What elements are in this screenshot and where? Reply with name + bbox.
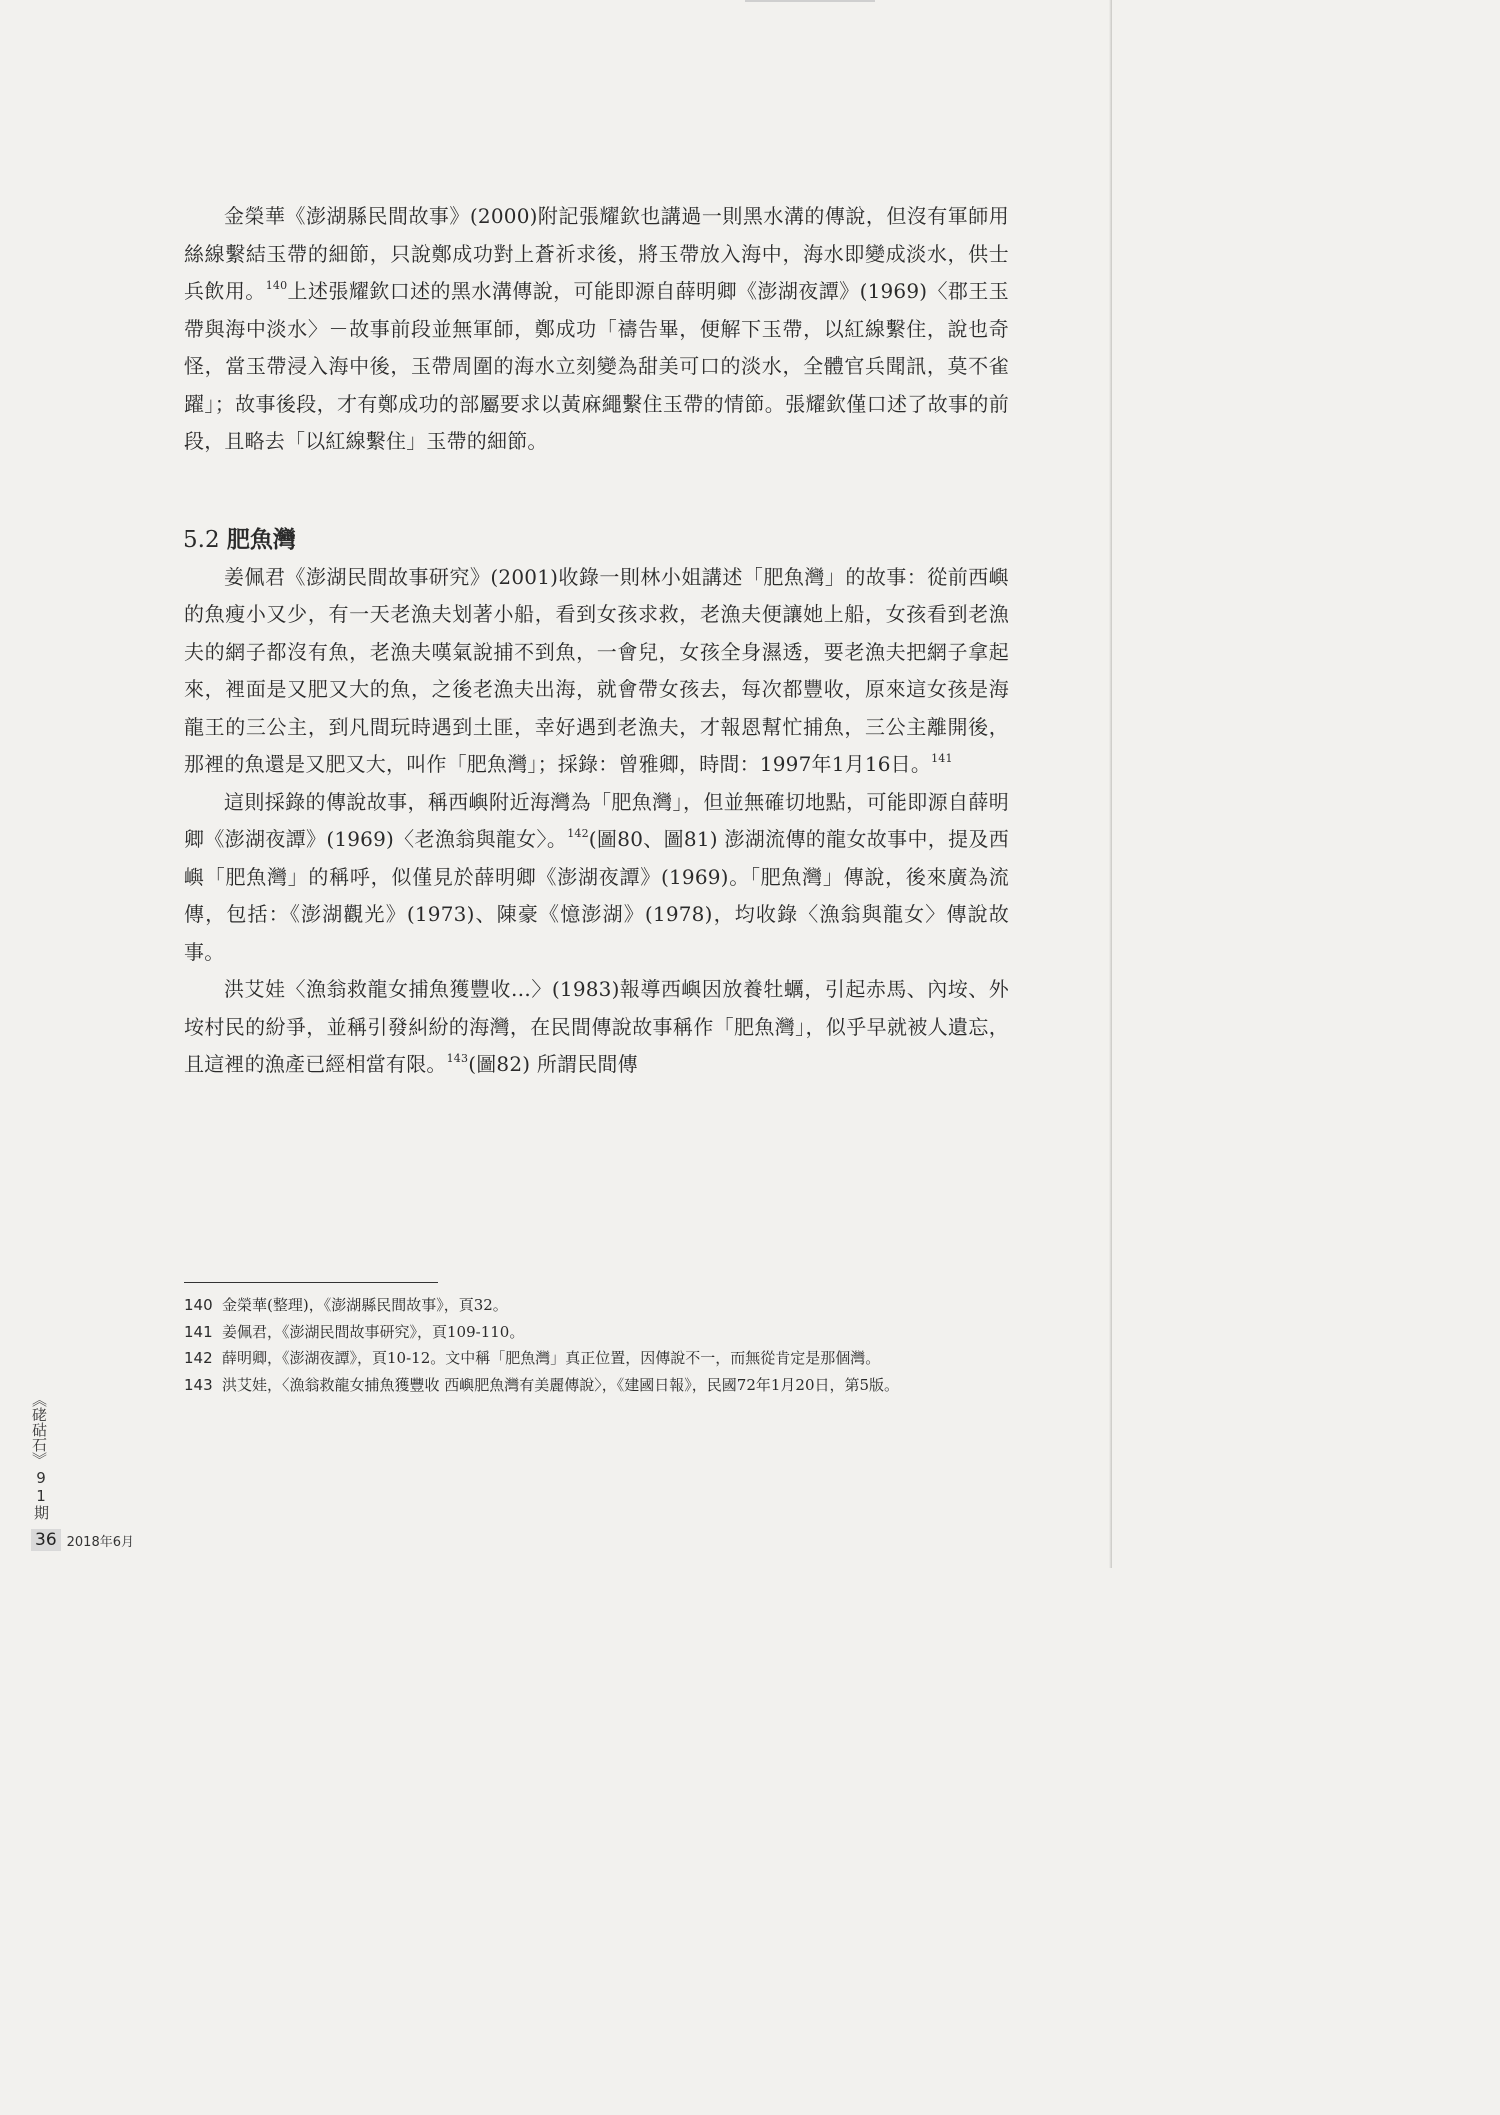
- footnote-item: [184, 1347, 1009, 1371]
- footnote-text: 姜佩君，《澎湖民間故事研究》，頁109-110。: [222, 1322, 525, 1341]
- top-edge-mark: [745, 0, 875, 2]
- footnote-item: [184, 1294, 1009, 1318]
- paragraph-4: 洪艾娃〈漁翁救龍女捕魚獲豐收…〉(1983)報導西嶼因放養牡蠣，引起赤馬、內垵、外垵村民的紛爭，並稱引發糾紛的海灣，在民間傳說故事稱作「肥魚灣」，似乎早就被人遺忘，且這裡的漁產已經相當有限。$^{143}$(圖82) 所謂民間傳: [184, 977, 1009, 1076]
- footnote-item: [184, 1321, 1009, 1345]
- footnote-ref-141[interactable]: 141: [931, 752, 953, 765]
- footnote-number: 140: [184, 1296, 213, 1314]
- page-edge-shadow: [1109, 0, 1112, 1568]
- section-heading: [183, 523, 1009, 557]
- footnote-number: 142: [184, 1349, 213, 1367]
- paragraph-3: 這則採錄的傳說故事，稱西嶼附近海灣為「肥魚灣」，但並無確切地點，可能即源自薛明卿《澎湖夜譚》(1969)〈老漁翁與龍女〉。$^{142}$(圖80、圖81) 澎湖流傳的龍女故事中，提及西嶼「肥魚灣」的稱呼，似僅見於薛明卿《澎湖夜譚》(1969)。「肥魚灣」傳說，後來廣為流傳，包括：《澎湖觀光》(1973)、陳豪《憶澎湖》(1978)，均收錄〈漁翁與龍女〉傳說故事。: [184, 789, 1009, 964]
- journal-title: 《硓𥑮石》: [30, 1392, 48, 1467]
- paragraph-2: 姜佩君《澎湖民間故事研究》(2001)收錄一則林小姐講述「肥魚灣」的故事：從前西嶼的魚瘦小又少，有一天老漁夫划著小船，看到女孩求救，老漁夫便讓她上船，女孩看到老漁夫的網子都沒有魚，老漁夫嘆氣說捕不到魚，一會兒，女孩全身濕透，要老漁夫把網子拿起來，裡面是又肥又大的魚，之後老漁夫出海，就會帶女孩去，每次都豐收，原來這女孩是海龍王的三公主，到凡間玩時遇到土匪，幸好遇到老漁夫，才報恩幫忙捕魚，三公主離開後，那裡的魚還是又肥又大，叫作「肥魚灣」；採錄：曾雅卿，時間：1997年1月16日。$^{141}$: [184, 564, 1009, 776]
- footnote-text: 洪艾娃，〈漁翁救龍女捕魚獲豐收 西嶼肥魚灣有美麗傳說〉，《建國日報》，民國72年1月20日，第5版。: [222, 1375, 900, 1394]
- article-body: [184, 198, 1009, 1084]
- journal-issue: 91期: [32, 1469, 50, 1520]
- footnote-text: 薛明卿，《澎湖夜譚》，頁10-12。文中稱「肥魚灣」真正位置，因傳說不一，而無從肯定是那個灣。: [222, 1349, 881, 1367]
- publication-date: 2018年6月: [66, 1534, 134, 1550]
- footnote-ref-143[interactable]: 143: [446, 1052, 469, 1065]
- footnotes: [184, 1294, 1009, 1397]
- section-title: 肥魚灣: [226, 526, 296, 553]
- footnote-item: [184, 1374, 1009, 1398]
- footnote-ref-142[interactable]: 142: [567, 827, 589, 840]
- footnote-divider: [184, 1282, 438, 1283]
- page-footer: [31, 1529, 134, 1551]
- footnote-number: 141: [184, 1322, 213, 1341]
- paragraph-1: 金榮華《澎湖縣民間故事》(2000)附記張耀欽也講過一則黑水溝的傳說，但沒有軍師用絲線繫結玉帶的細節，只說鄭成功對上蒼祈求後，將玉帶放入海中，海水即變成淡水，供士兵飲用。$^{140}$上述張耀欽口述的黑水溝傳說，可能即源自薛明卿《澎湖夜譚》(1969)〈郡王玉帶與海中淡水〉－故事前段並無軍師，鄭成功「禱告畢，便解下玉帶，以紅線繫住，說也奇怪，當玉帶浸入海中後，玉帶周圍的海水立刻變為甜美可口的淡水，全體官兵聞訊，莫不雀躍」；故事後段，才有鄭成功的部屬要求以黃麻繩繫住玉帶的情節。張耀欽僅口述了故事的前段，且略去「以紅線繫住」玉帶的細節。: [184, 204, 1009, 453]
- page-number: 36: [31, 1529, 61, 1551]
- section-number: 5.2: [183, 526, 220, 553]
- journal-sidebar: [31, 1392, 61, 1520]
- footnote-ref-140[interactable]: 140: [265, 279, 288, 292]
- footnote-text: 金榮華(整理)，《澎湖縣民間故事》，頁32。: [222, 1296, 508, 1314]
- footnote-number: 143: [184, 1375, 213, 1394]
